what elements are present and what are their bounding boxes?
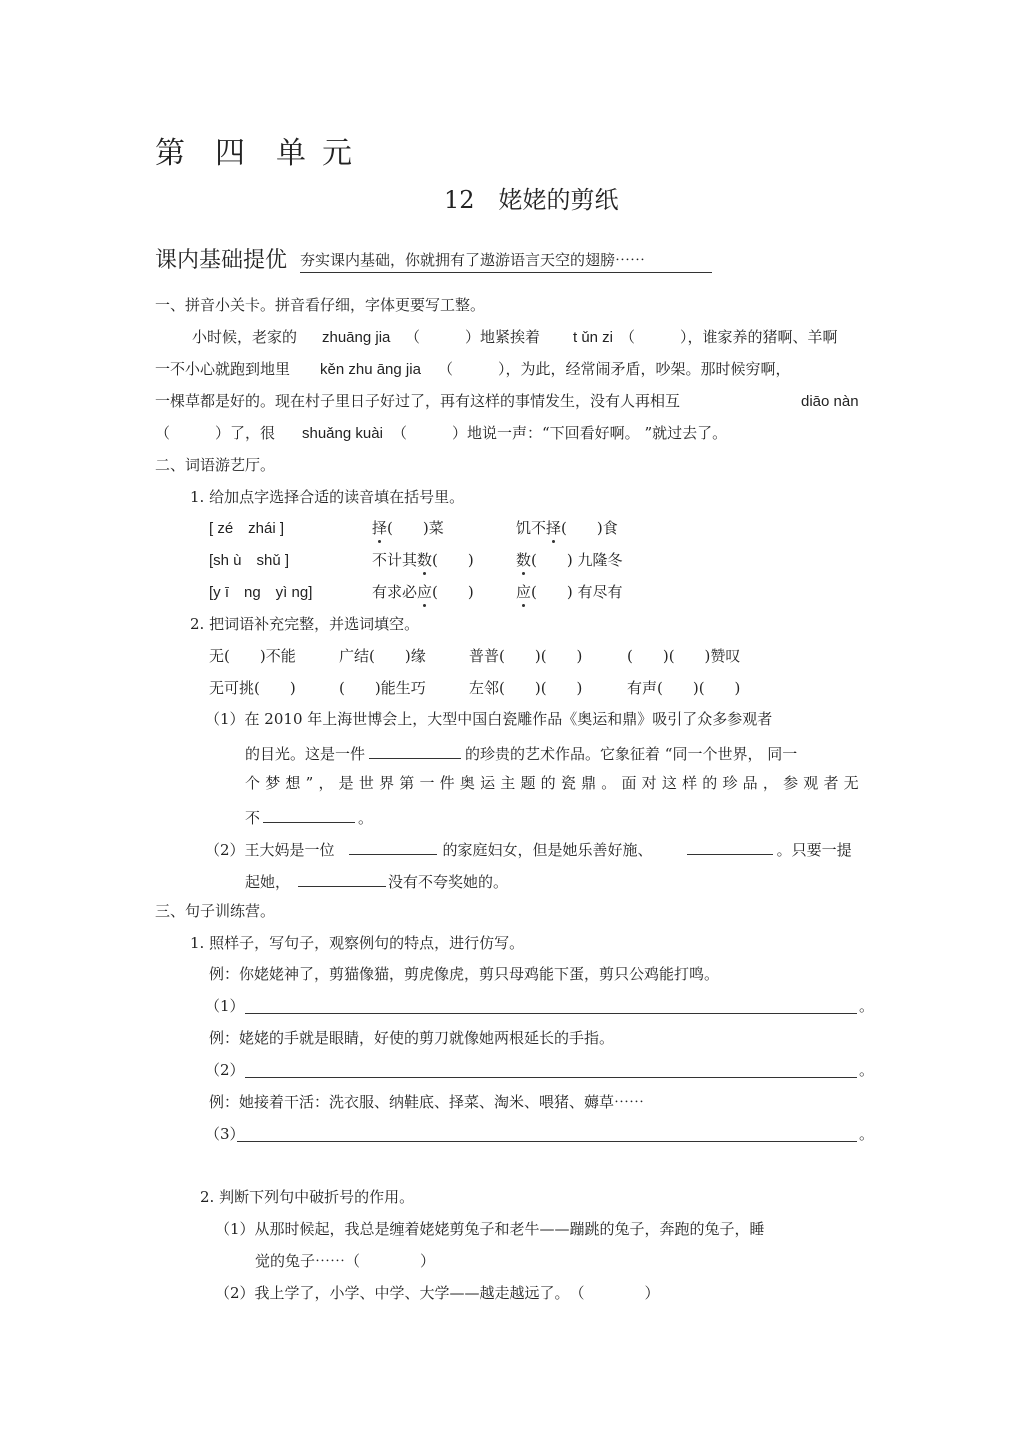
answer-number-2: （2） xyxy=(205,1061,245,1079)
part3-q1: 1. 照样子，写句子，观察例句的特点，进行仿写。 xyxy=(190,934,525,952)
word-blank: 普普( )( ) xyxy=(469,647,583,665)
reading-pair-2: [sh ù shǔ ] xyxy=(209,552,290,569)
dotted-char: 择 xyxy=(546,519,562,537)
dash-sentence-1-line2: 觉的兔子⋯⋯（ ） xyxy=(255,1252,436,1270)
pinyin-zhuangjia: zhuāng jia xyxy=(322,329,391,346)
pinyin-diaonan: diāo nàn xyxy=(801,393,859,410)
answer-end-1: 。 xyxy=(859,997,875,1015)
part1-line2-tail: （ ），为此，经常闹矛盾，吵架。那时候穷啊， xyxy=(438,360,791,378)
part1-line2-text: 一不小心就跑到地里 xyxy=(155,360,291,378)
word-blank: ( )( )赞叹 xyxy=(627,647,741,665)
part1-line1-text: 小时候，老家的 xyxy=(192,328,298,346)
answer-line-3[interactable] xyxy=(237,1141,857,1142)
char-row2-a: 不计其数( ) xyxy=(372,551,474,569)
fill-sentence-2-line2: 起她， 没有不夸奖她的。 xyxy=(245,873,509,891)
pinyin-kenzhuangjia: kěn zhu āng jia xyxy=(320,361,421,378)
part1-line3-text: 一棵草都是好的。现在村子里日子好过了，再有这样的事情发生，没有人再相互 xyxy=(155,392,681,410)
char-row1-a: 择( )菜 xyxy=(372,519,444,537)
part2-q1: 1. 给加点字选择合适的读音填在括号里。 xyxy=(190,488,465,506)
word-blank: 广结( )缘 xyxy=(339,647,426,665)
answer-blank[interactable] xyxy=(369,744,461,759)
word-blank: ( )能生巧 xyxy=(339,679,426,697)
answer-blank[interactable] xyxy=(298,872,386,887)
dotted-char: 应 xyxy=(417,583,433,601)
answer-blank[interactable] xyxy=(349,840,437,855)
unit-title-char-4: 元 xyxy=(322,136,352,171)
unit-title-char-2: 四 xyxy=(215,136,245,171)
char-row2-b: 数( ) 九隆冬 xyxy=(516,551,623,569)
part3-q2: 2. 判断下列句中破折号的作用。 xyxy=(200,1188,415,1206)
unit-title-char-1: 第 xyxy=(155,136,185,171)
section-header: 课内基础提优 xyxy=(155,248,288,273)
part1-line4-text: （ ）了，很 xyxy=(155,424,276,442)
dotted-char: 择 xyxy=(372,519,388,537)
char-row3-b: 应( ) 有尽有 xyxy=(516,583,623,601)
char-row1-b: 饥不择( )食 xyxy=(516,519,618,537)
answer-blank[interactable] xyxy=(263,808,355,823)
answer-end-3: 。 xyxy=(859,1125,875,1143)
dash-sentence-1-line1: （1）从那时候起，我总是缠着姥姥剪兔子和老牛——蹦跳的兔子，奔跑的兔子，睡 xyxy=(215,1220,765,1238)
example-1: 例：你姥姥神了，剪猫像猫，剪虎像虎，剪只母鸡能下蛋，剪只公鸡能打鸣。 xyxy=(209,965,720,983)
answer-line-1[interactable] xyxy=(245,1013,857,1014)
word-blank: 有声( )( ) xyxy=(627,679,741,697)
answer-number-1: （1） xyxy=(205,997,245,1015)
part1-line4-tail: （ ）地说一声：“下回看好啊。 ”就过去了。 xyxy=(392,424,728,442)
fill-sentence-1-line2: 的目光。这是一件 的珍贵的艺术作品。它象征着 “同一个世界， 同一 xyxy=(245,745,798,763)
dash-sentence-2: （2）我上学了，小学、中学、大学——越走越远了。 （ ） xyxy=(215,1284,660,1302)
lesson-title: 12 姥姥的剪纸 xyxy=(444,186,619,214)
part1-heading: 一、拼音小关卡。拼音看仔细，字体更要写工整。 xyxy=(155,296,486,314)
example-3: 例：她接着干活：洗衣服、纳鞋底、择菜、淘米、喂猪、薅草⋯⋯ xyxy=(209,1093,645,1111)
word-blank: 无可挑( ) xyxy=(209,679,296,697)
word-blank: 左邻( )( ) xyxy=(469,679,583,697)
unit-title-char-3: 单 xyxy=(276,136,306,171)
example-2: 例：姥姥的手就是眼睛，好使的剪刀就像她两根延长的手指。 xyxy=(209,1029,615,1047)
word-blank: 无( )不能 xyxy=(209,647,296,665)
dotted-char: 应 xyxy=(516,583,532,601)
answer-number-3: （3） xyxy=(205,1125,245,1143)
section-motto: 夯实课内基础，你就拥有了遨游语言天空的翅膀⋯⋯ xyxy=(300,253,712,273)
part3-heading: 三、句子训练营。 xyxy=(155,902,276,920)
fill-sentence-1-line1: （1）在 2010 年上海世博会上，大型中国白瓷雕作品《奥运和鼎》吸引了众多参观者 xyxy=(205,710,773,728)
pinyin-shuangkuai: shuǎng kuài xyxy=(302,425,383,442)
answer-end-2: 。 xyxy=(859,1061,875,1079)
fill-sentence-1-line3: 个梦想”，是世界第一件奥运主题的瓷鼎。面对这样的珍品，参观者无 xyxy=(245,774,864,792)
pinyin-tunzi: t ǔn zi xyxy=(573,329,614,346)
answer-blank[interactable] xyxy=(687,840,773,855)
part1-line1-tail: （ ），谁家养的猪啊、羊啊 xyxy=(620,328,838,346)
dotted-char: 数 xyxy=(516,551,532,569)
reading-pair-3: [y ī ng yì ng] xyxy=(209,584,313,601)
reading-pair-1: [ zé zhái ] xyxy=(209,520,285,537)
answer-line-2[interactable] xyxy=(245,1077,857,1078)
part1-line1-blank: （ ）地紧挨着 xyxy=(405,328,541,346)
fill-sentence-1-line4: 不 。 xyxy=(245,809,374,827)
dotted-char: 数 xyxy=(417,551,433,569)
fill-sentence-2-line1: （2）王大妈是一位 的家庭妇女，但是她乐善好施、 。只要一提 xyxy=(205,841,852,859)
char-row3-a: 有求必应( ) xyxy=(372,583,474,601)
part2-q2: 2. 把词语补充完整，并选词填空。 xyxy=(190,615,420,633)
part2-heading: 二、词语游艺厅。 xyxy=(155,456,276,474)
